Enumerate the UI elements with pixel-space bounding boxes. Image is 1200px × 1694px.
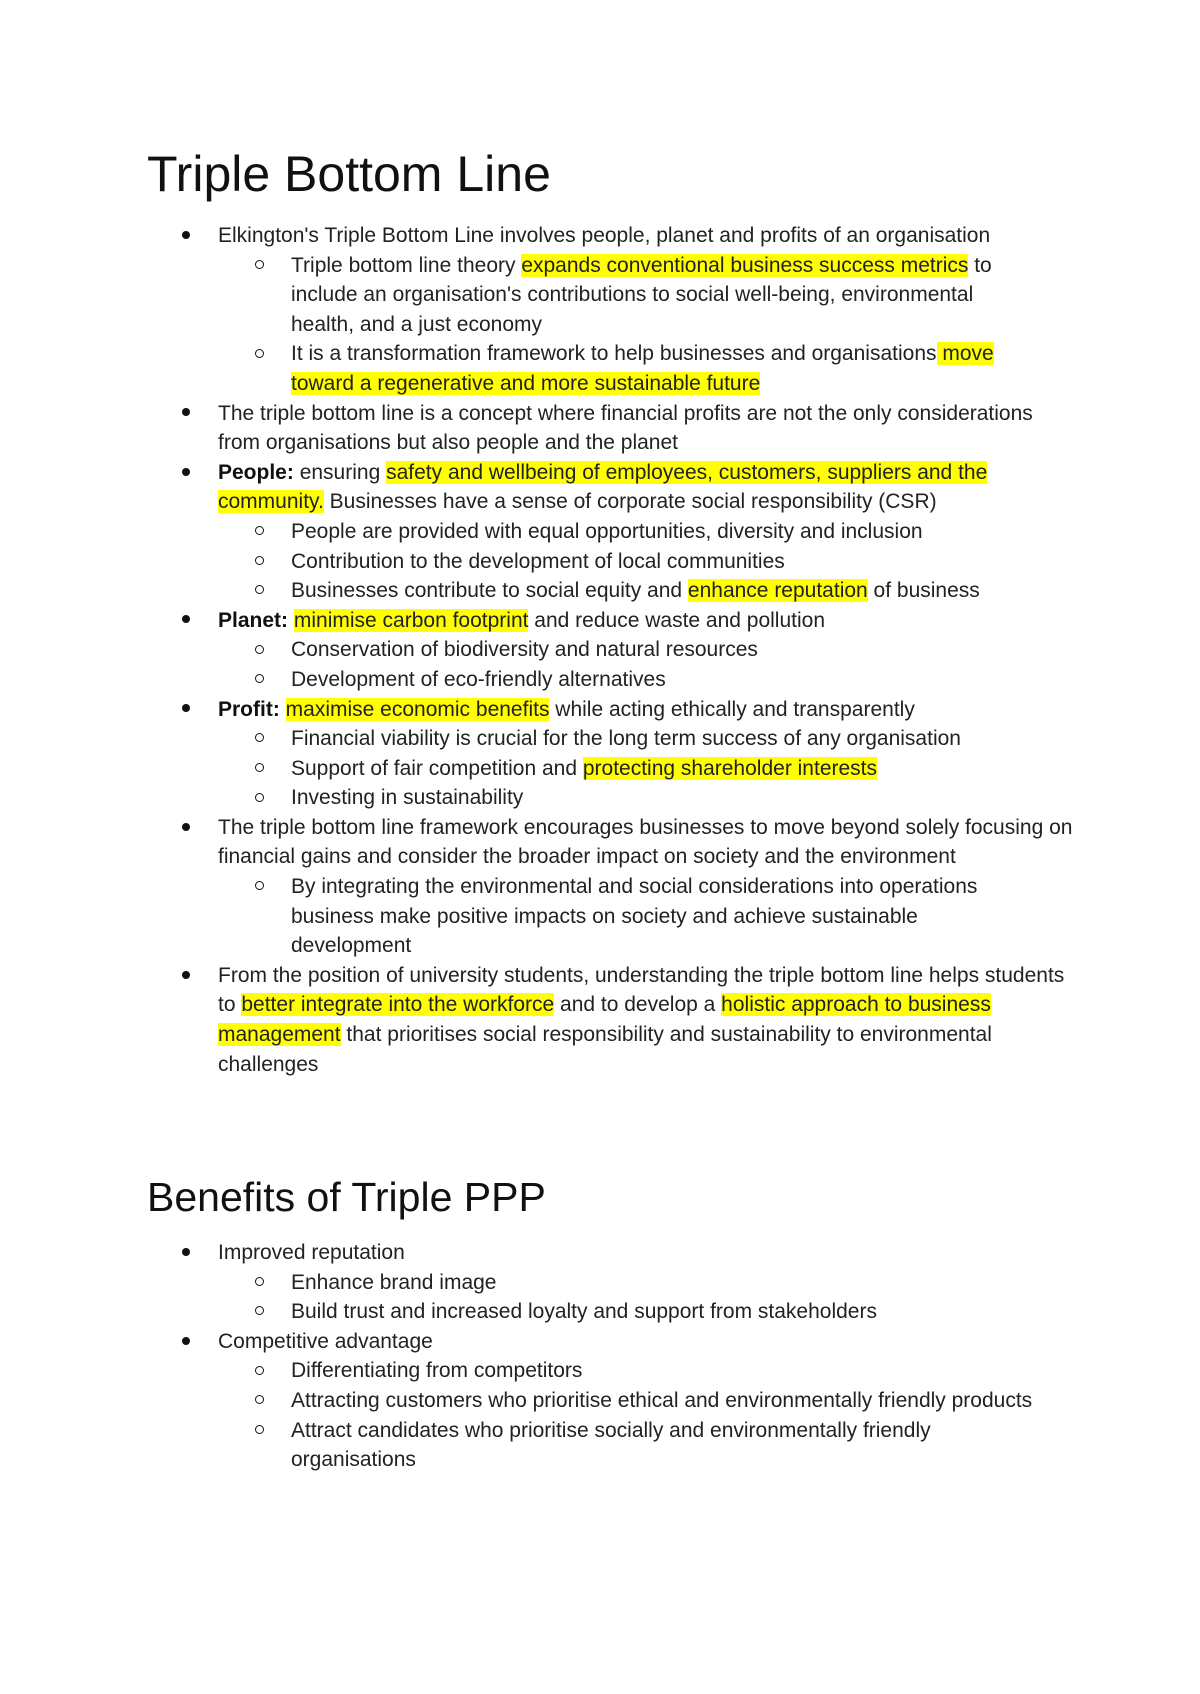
bullet-list-triple-bottom-line bbox=[0, 221, 1200, 1079]
item-text: Development of eco-friendly alternatives bbox=[291, 667, 666, 691]
list-item bbox=[218, 813, 1078, 872]
hollow-circle-bullet-icon bbox=[255, 251, 264, 281]
list-item bbox=[218, 1327, 1078, 1357]
item-text: Competitive advantage bbox=[218, 1329, 433, 1353]
filled-circle-bullet-icon bbox=[182, 961, 190, 991]
item-text: From the position of university students, understanding the triple bottom line helps students to bbox=[218, 963, 1065, 1017]
list-item bbox=[218, 458, 1078, 517]
hollow-circle-bullet-icon bbox=[255, 547, 264, 577]
list-item bbox=[218, 961, 1078, 1079]
section-heading-triple-bottom-line: Triple Bottom Line bbox=[147, 146, 551, 202]
bold-label: Profit: bbox=[218, 697, 280, 721]
highlighted-text: better integrate into the workforce bbox=[241, 993, 555, 1017]
hollow-circle-bullet-icon bbox=[255, 1416, 264, 1446]
list-item bbox=[218, 695, 1078, 725]
item-text: and to develop a bbox=[554, 993, 722, 1017]
highlighted-text: safety and wellbeing of employees, customers, suppliers and the community. bbox=[218, 460, 988, 514]
item-text: Differentiating from competitors bbox=[291, 1359, 583, 1383]
bold-label: People: bbox=[218, 460, 294, 484]
item-text: The triple bottom line is a concept where financial profits are not the only considerations from organisations but also people and the planet bbox=[218, 401, 1033, 455]
hollow-circle-bullet-icon bbox=[255, 754, 264, 784]
filled-circle-bullet-icon bbox=[182, 695, 190, 725]
sub-list-item bbox=[291, 576, 1036, 606]
bold-label: Planet: bbox=[218, 608, 289, 632]
item-text: ensuring bbox=[293, 460, 387, 484]
list-item bbox=[218, 1238, 1078, 1268]
hollow-circle-bullet-icon bbox=[255, 1356, 264, 1386]
sub-list-item bbox=[291, 547, 1036, 577]
hollow-circle-bullet-icon bbox=[255, 576, 264, 606]
list-item bbox=[218, 606, 1078, 636]
filled-circle-bullet-icon bbox=[182, 458, 190, 488]
filled-circle-bullet-icon bbox=[182, 399, 190, 429]
sub-list-item bbox=[291, 251, 1036, 340]
item-text: It is a transformation framework to help businesses and organisations bbox=[291, 342, 937, 366]
item-text: Businesses contribute to social equity and bbox=[291, 579, 688, 603]
highlighted-text: move toward a regenerative and more sustainable future bbox=[291, 342, 994, 395]
sub-list-item bbox=[291, 1356, 1036, 1386]
item-text: Support of fair competition and bbox=[291, 756, 583, 780]
item-text: The triple bottom line framework encourages businesses to move beyond solely focusing on financial gains and consider the broader impact on society and the environment bbox=[218, 815, 1073, 869]
sub-list-item bbox=[291, 517, 1036, 547]
item-text: People are provided with equal opportunities, diversity and inclusion bbox=[291, 519, 923, 543]
sub-list-item bbox=[291, 872, 1036, 961]
list-item bbox=[218, 399, 1078, 458]
sub-list-item bbox=[291, 1268, 1036, 1298]
highlighted-text: minimise carbon footprint bbox=[293, 608, 529, 632]
item-text: Build trust and increased loyalty and support from stakeholders bbox=[291, 1300, 877, 1324]
sub-list-item bbox=[291, 1297, 1036, 1327]
item-text bbox=[280, 698, 286, 721]
highlighted-text: holistic approach to business management bbox=[218, 993, 991, 1047]
filled-circle-bullet-icon bbox=[182, 1238, 190, 1268]
item-text: Attract candidates who prioritise socially and environmentally friendly organisations bbox=[291, 1418, 931, 1472]
list-item bbox=[218, 221, 1078, 251]
item-text: Contribution to the development of local communities bbox=[291, 549, 785, 573]
item-text: By integrating the environmental and social considerations into operations business make positive impacts on society and achieve sustainable development bbox=[291, 875, 978, 958]
hollow-circle-bullet-icon bbox=[255, 635, 264, 665]
item-text: Financial viability is crucial for the long term success of any organisation bbox=[291, 727, 961, 751]
sub-list-item bbox=[291, 783, 1036, 813]
item-text: and reduce waste and pollution bbox=[528, 608, 826, 632]
sub-list-item bbox=[291, 724, 1036, 754]
hollow-circle-bullet-icon bbox=[255, 783, 264, 813]
filled-circle-bullet-icon bbox=[182, 1327, 190, 1357]
sub-list-item bbox=[291, 635, 1036, 665]
section-heading-benefits: Benefits of Triple PPP bbox=[147, 1174, 546, 1220]
bullet-list-benefits bbox=[0, 1238, 1200, 1475]
item-text: of business bbox=[867, 579, 980, 603]
item-text: to include an organisation's contributions to social well-being, environmental health, and a just economy bbox=[291, 253, 992, 336]
hollow-circle-bullet-icon bbox=[255, 724, 264, 754]
item-text: that prioritises social responsibility and sustainability to environmental challenges bbox=[218, 1023, 992, 1076]
item-text: Triple bottom line theory bbox=[291, 253, 522, 277]
hollow-circle-bullet-icon bbox=[255, 517, 264, 547]
item-text: Attracting customers who prioritise ethical and environmentally friendly products bbox=[291, 1388, 1033, 1412]
highlighted-text: protecting shareholder interests bbox=[582, 756, 878, 780]
highlighted-text: maximise economic benefits bbox=[285, 697, 550, 721]
item-text: while acting ethically and transparently bbox=[549, 697, 915, 721]
hollow-circle-bullet-icon bbox=[255, 665, 264, 695]
item-text: Enhance brand image bbox=[291, 1270, 497, 1294]
filled-circle-bullet-icon bbox=[182, 221, 190, 251]
item-text: Elkington's Triple Bottom Line involves people, planet and profits of an organisation bbox=[218, 224, 991, 247]
highlighted-text: expands conventional business success metrics bbox=[521, 253, 969, 277]
filled-circle-bullet-icon bbox=[182, 606, 190, 636]
highlighted-text: enhance reputation bbox=[687, 579, 868, 603]
hollow-circle-bullet-icon bbox=[255, 1386, 264, 1416]
sub-list-item bbox=[291, 339, 1036, 398]
hollow-circle-bullet-icon bbox=[255, 872, 264, 902]
item-text: Improved reputation bbox=[218, 1241, 405, 1264]
hollow-circle-bullet-icon bbox=[255, 339, 264, 369]
hollow-circle-bullet-icon bbox=[255, 1297, 264, 1327]
item-text: Conservation of biodiversity and natural resources bbox=[291, 638, 758, 662]
item-text bbox=[288, 609, 294, 632]
sub-list-item bbox=[291, 1386, 1036, 1416]
sub-list-item bbox=[291, 1416, 1036, 1475]
sub-list-item bbox=[291, 754, 1036, 784]
hollow-circle-bullet-icon bbox=[255, 1268, 264, 1298]
filled-circle-bullet-icon bbox=[182, 813, 190, 843]
item-text: Investing in sustainability bbox=[291, 786, 524, 810]
sub-list-item bbox=[291, 665, 1036, 695]
item-text: Businesses have a sense of corporate social responsibility (CSR) bbox=[323, 490, 937, 514]
